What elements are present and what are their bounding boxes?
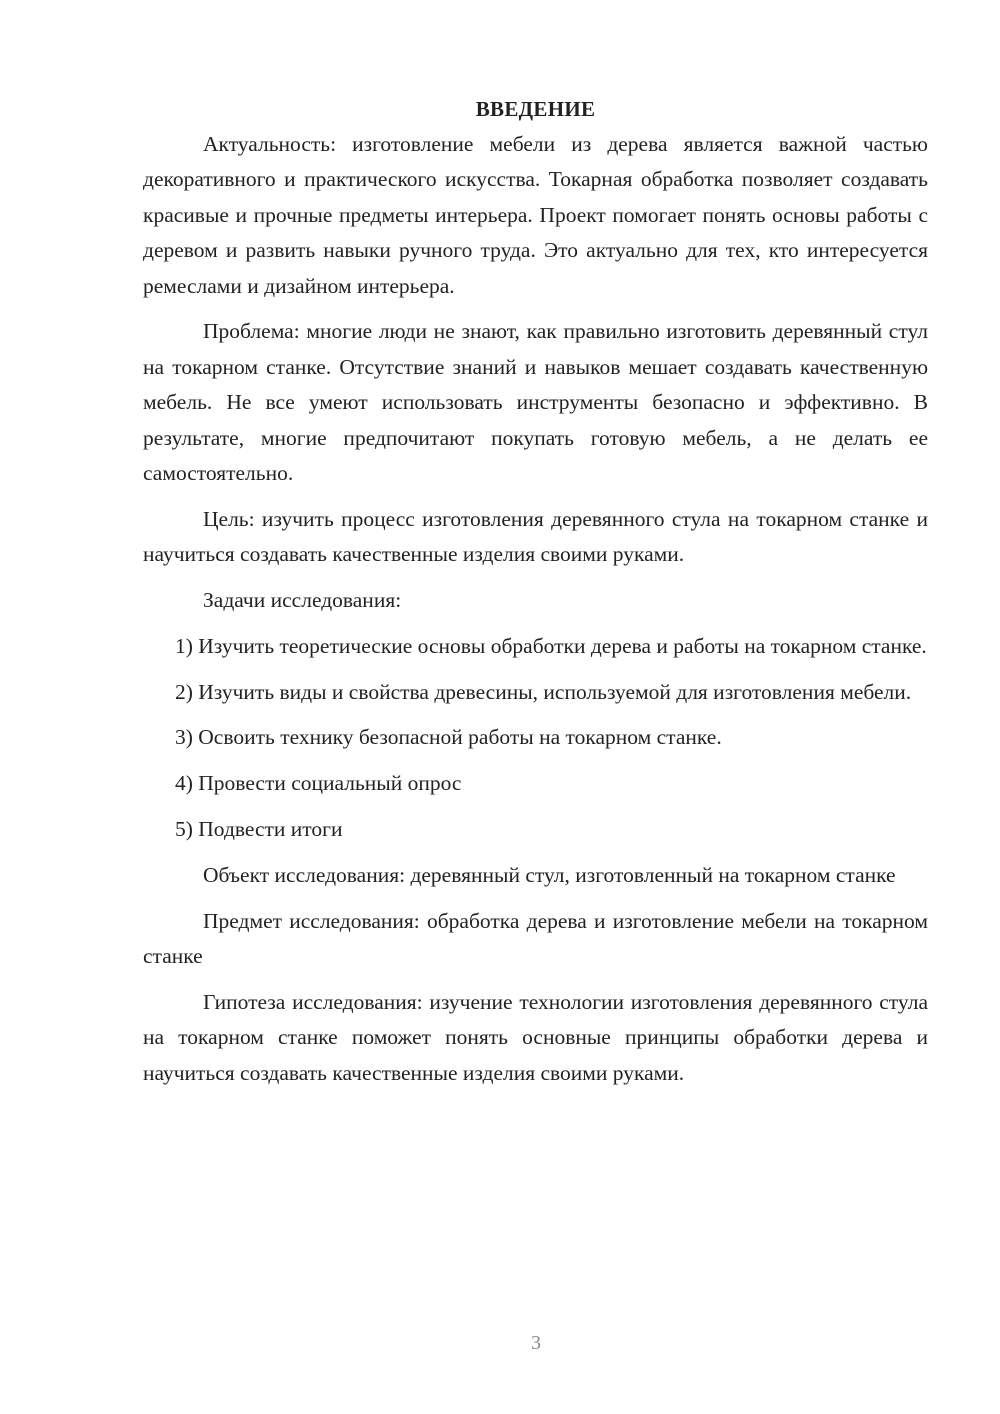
paragraph-problem: Проблема: многие люди не знают, как правильно изготовить деревянный стул на токарном станке. Отсутствие знаний и навыков мешает создавать качественную мебель. Не все умеют использовать инструменты безопасно и эффективно. В результате, многие предпочитают покупать готовую мебель, а не делать ее самостоятельно.: [143, 319, 928, 486]
paragraph-relevance: Актуальность: изготовление мебели из дерева является важной частью декоративного и практического искусства. Токарная обработка позволяет создавать красивые и прочные предметы интерьера. Проект помогает понять основы работы с деревом и развить навыки ручного труда. Это актуально для тех, кто интересуется ремеслами и дизайном интерьера.: [143, 132, 928, 298]
document-page: [143, 92, 928, 1091]
paragraph-subject: Предмет исследования: обработка дерева и изготовление мебели на токарном станке: [143, 908, 928, 969]
paragraph-goal: Цель: изучить процесс изготовления деревянного стула на токарном станке и научиться создавать качественные изделия своими руками.: [143, 506, 928, 567]
task-item: 5) Подвести итоги: [175, 817, 343, 842]
paragraph-object: Объект исследования: деревянный стул, изготовленный на токарном станке: [203, 862, 896, 887]
paragraph-tasks-heading: Задачи исследования:: [203, 588, 402, 613]
task-item: 2) Изучить виды и свойства древесины, используемой для изготовления мебели.: [175, 679, 912, 704]
task-item: 4) Провести социальный опрос: [175, 771, 462, 796]
page-number: 3: [531, 1332, 541, 1354]
task-item: 3) Освоить технику безопасной работы на токарном станке.: [175, 725, 722, 750]
task-item: 1) Изучить теоретические основы обработки дерева и работы на токарном станке.: [175, 633, 927, 658]
section-title: ВВЕДЕНИЕ: [475, 97, 596, 121]
paragraph-hypothesis: Гипотеза исследования: изучение технологии изготовления деревянного стула на токарном станке поможет понять основные принципы обработки дерева и научиться создавать качественные изделия своими руками.: [143, 989, 928, 1085]
